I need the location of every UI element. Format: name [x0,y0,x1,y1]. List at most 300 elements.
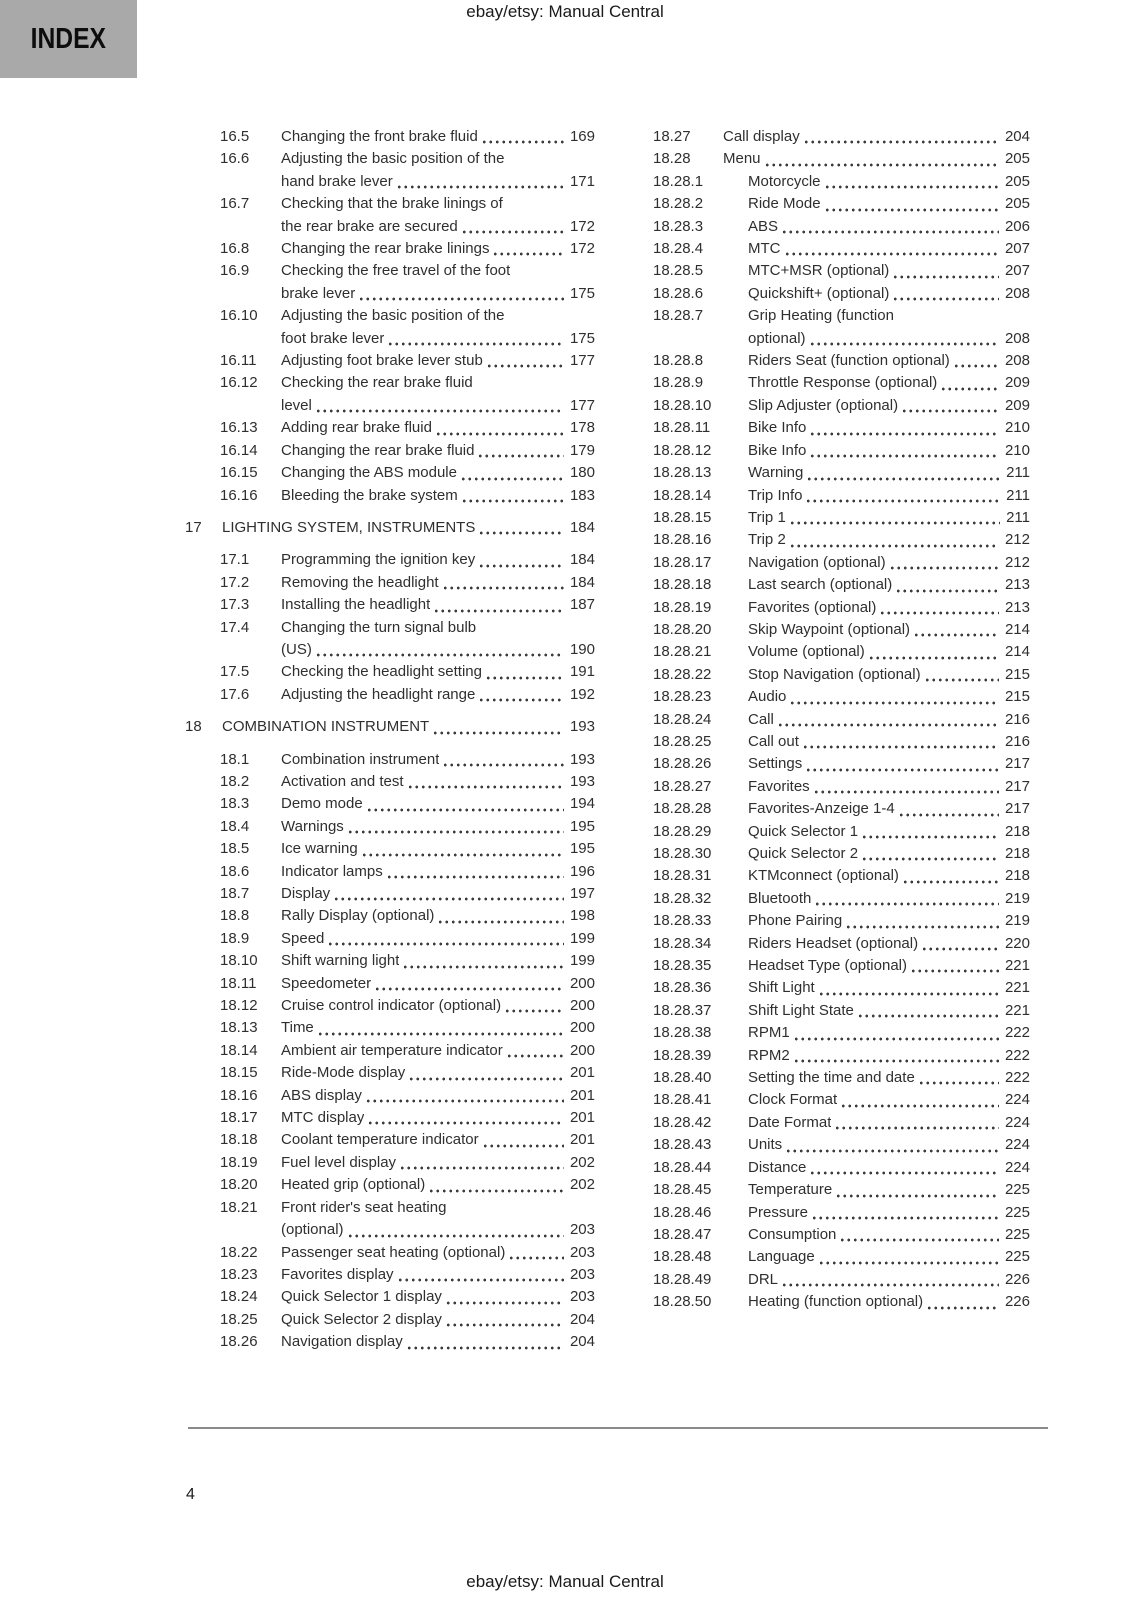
toc-line [185,1197,595,1219]
toc-entry-page: 208 [1004,284,1030,302]
dot-leader [486,364,564,368]
toc-entry-page: 218 [1004,867,1030,885]
dot-leader [432,731,564,735]
toc-entry-page: 177 [569,396,595,414]
dot-leader [793,1037,999,1041]
toc-entry-number: 18.28.42 [653,1113,712,1131]
toc-entry-title: Changing the turn signal bulb [281,618,477,636]
toc-entry-row [653,977,1030,999]
toc-line [185,372,595,394]
toc-entry-number: 18.28.23 [653,688,712,706]
toc-entry-number: 18.28.37 [653,1001,712,1019]
toc-entry-row [185,793,595,815]
toc-entry-title: Ambient air temperature indicator [281,1041,503,1059]
toc-entry-page: 192 [569,685,595,703]
toc-entry-title: Volume (optional) [748,643,865,661]
toc-entry-page: 187 [569,596,595,614]
toc-entry-page: 216 [1004,710,1030,728]
toc-entry-title: Quick Selector 2 [748,845,859,862]
dot-leader [365,1099,564,1103]
toc-entry-title: Heated grip (optional) [281,1176,426,1194]
toc-entry-page: 207 [1004,262,1030,280]
toc-entry-row [185,661,595,683]
index-tab-label: INDEX [30,22,107,55]
toc-line [653,843,1030,865]
toc-entry-number: 17.5 [220,663,250,681]
toc-entry-page: 217 [1004,755,1030,773]
toc-entry-number: 18.11 [220,974,257,992]
toc-entry-row [653,283,1030,305]
toc-entry-title: Warnings [281,817,344,835]
toc-entry-row [653,776,1030,798]
toc-entry-number: 18.23 [220,1265,258,1283]
toc-entry-row [653,305,1030,350]
toc-entry-title: Consumption [748,1225,837,1243]
dot-leader [460,477,564,481]
toc-entry-page: 172 [569,240,595,258]
dot-leader [785,1149,999,1153]
dot-leader [813,790,999,794]
dot-leader [327,942,564,946]
toc-entry-title: MTC [748,240,781,258]
dot-leader [803,140,999,144]
toc-entry-row [185,1197,595,1242]
toc-entry-row [653,641,1030,663]
toc-entry-number: 16.16 [220,486,258,504]
toc-entry-row [653,574,1030,596]
dot-leader [504,1009,564,1013]
toc-entry-title: Shift Light State [748,1001,854,1019]
toc-entry-number: 18.27 [653,128,691,145]
dot-leader [835,1194,999,1198]
toc-entry-number: 18.15 [220,1064,258,1082]
toc-line [185,617,595,639]
toc-entry-row [185,749,595,771]
toc-entry-number: 18.19 [220,1153,258,1171]
page-number: 4 [186,1486,195,1503]
toc-entry-number: 18.25 [220,1310,258,1328]
toc-entry-number: 18.28.34 [653,934,712,952]
dot-leader [940,387,999,391]
toc-entry-number: 18.28.17 [653,553,712,571]
toc-entry-title: Favorites display [281,1265,394,1283]
toc-entry-row [185,950,595,972]
toc-entry-page: 212 [1004,531,1030,549]
toc-line [185,1040,595,1062]
toc-entry-number: 18.28.8 [653,352,704,370]
toc-entry-row [653,1157,1030,1179]
toc-entry-page: 211 [1006,508,1030,526]
toc-entry-page: 225 [1004,1181,1030,1199]
toc-entry-title: Shift warning light [281,952,400,970]
toc-section-row [185,517,595,539]
toc-entry-title: Warning [748,464,804,482]
toc-entry-title: Activation and test [281,772,404,790]
toc-entry-title: Call [748,710,774,728]
dot-leader [461,230,564,234]
toc-line [653,1134,1030,1156]
toc-entry-number: 18.22 [220,1243,258,1261]
dot-leader [834,1126,999,1130]
toc-entry-number: 18.28.14 [653,486,712,504]
toc-entry-row [653,395,1030,417]
toc-entry-title: Setting the time and date [748,1069,915,1087]
toc-entry-row [185,973,595,995]
toc-entry-title: Language [748,1248,815,1266]
dot-leader [477,454,564,458]
dot-leader [921,947,999,951]
toc-entry-title: Adjusting the basic position of the [281,307,505,325]
toc-entry-row [185,549,595,571]
toc-line [185,1062,595,1084]
toc-entry-row [653,417,1030,439]
toc-line [653,776,1030,798]
toc-entry-title: Bike Info [748,441,807,459]
toc-line [185,549,595,571]
toc-entry-page: 217 [1004,777,1030,795]
toc-entry-page: 184 [569,518,595,536]
toc-entry-page: 215 [1004,665,1030,683]
toc-entry-number: 17.3 [220,596,250,614]
toc-entry-page: 195 [569,840,595,858]
toc-entry-title: Favorites (optional) [748,598,877,616]
toc-entry-row [653,664,1030,686]
toc-entry-title: Bleeding the brake system [281,486,458,504]
toc-entry-page: 197 [569,885,595,902]
toc-entry-title: the rear brake are secured [281,217,458,235]
toc-entry-title: level [281,396,312,414]
toc-entry-title: Clock Format [748,1091,838,1109]
toc-entry-number: 17.4 [220,618,250,636]
toc-entry-title: COMBINATION INSTRUMENT [222,718,430,736]
toc-entry-row [185,126,595,148]
toc-entry-page: 209 [1004,396,1030,414]
toc-section-row [185,716,595,738]
toc-line [653,462,1030,484]
toc-entry-page: 201 [569,1131,595,1149]
toc-entry-row [653,507,1030,529]
toc-line [185,305,595,327]
toc-entry-title: Stop Navigation (optional) [748,665,921,683]
dot-leader [408,1077,564,1081]
toc-entry-page: 200 [569,997,595,1015]
toc-entry-title: Grip Heating (function [748,307,894,325]
toc-line [185,395,595,417]
toc-entry-number: 18.28.45 [653,1181,712,1199]
toc-entry-row [653,731,1030,753]
dot-leader [333,897,564,901]
toc-entry-title: Front rider's seat heating [281,1198,447,1216]
toc-entry-title: Shift Light [748,979,815,997]
toc-entry-row [653,1134,1030,1156]
toc-entry-page: 184 [569,551,595,569]
toc-entry-row [653,597,1030,619]
toc-entry-page: 209 [1004,374,1030,392]
dot-leader [784,252,999,256]
dot-leader [809,342,999,346]
toc-entry-number: 18.28.44 [653,1158,712,1176]
toc-entry-title: Skip Waypoint (optional) [748,620,911,638]
toc-entry-number: 18.28.41 [653,1091,712,1109]
toc-entry-page: 175 [569,329,595,347]
toc-entry-row [653,865,1030,887]
toc-line [185,417,595,439]
toc-entry-row [185,372,595,417]
toc-line [653,1022,1030,1044]
toc-entry-number: 16.12 [220,374,258,392]
toc-entry-title: Checking the free travel of the foot [281,262,511,280]
toc-entry-page: 193 [569,750,595,768]
toc-entry-title: Indicator lamps [281,862,383,880]
dot-leader [805,768,999,772]
toc-entry-page: 221 [1004,1001,1030,1019]
dot-leader [809,1171,999,1175]
toc-entry-page: 210 [1004,441,1030,459]
toc-line [653,888,1030,910]
dot-leader [437,920,564,924]
toc-line [185,126,595,148]
toc-entry-number: 18.6 [220,862,250,880]
toc-entry-page: 196 [569,862,595,880]
dot-leader [315,409,564,413]
toc-entry-row [653,148,1030,170]
toc-entry-title: Changing the rear brake linings [281,240,490,258]
toc-entry-title: Throttle Response (optional) [748,374,938,392]
toc-entry-title: Last search (optional) [748,576,893,594]
dot-leader [461,499,564,503]
toc-entry-number: 18.28.30 [653,845,712,862]
toc-entry-page: 211 [1006,486,1030,504]
toc-entry-title: Installing the headlight [281,596,431,614]
dot-leader [399,1166,564,1170]
toc-line [653,216,1030,238]
toc-entry-row [653,552,1030,574]
toc-entry-page: 207 [1004,240,1030,258]
toc-line [653,731,1030,753]
toc-entry-number: 18.28.25 [653,732,712,750]
toc-entry-number: 18.28.11 [653,419,711,437]
dot-leader [824,185,999,189]
toc-entry-page: 200 [569,1019,595,1037]
toc-entry-row [185,572,595,594]
toc-line [653,1269,1030,1291]
toc-line [185,861,595,883]
toc-entry-number: 18.14 [220,1041,258,1059]
toc-entry-page: 202 [569,1153,595,1171]
toc-line [653,1157,1030,1179]
toc-entry-row [653,216,1030,238]
toc-entry-number: 16.15 [220,464,258,482]
toc-line [653,395,1030,417]
toc-entry-number: 18.28.22 [653,665,712,683]
toc-line [653,1179,1030,1201]
toc-entry-title: Motorcycle [748,172,821,190]
toc-entry-page: 200 [569,974,595,992]
toc-entry-row [653,126,1030,148]
toc-line [185,1242,595,1264]
toc-entry-row [653,485,1030,507]
toc-line [185,350,595,372]
toc-line [185,905,595,927]
toc-entry-number: 18.28.4 [653,240,704,258]
dot-leader [902,880,999,884]
toc-entry-number: 18.16 [220,1086,258,1104]
dot-leader [478,531,564,535]
toc-entry-title: Headset Type (optional) [748,957,907,975]
toc-line [185,148,595,170]
toc-entry-title: Riders Seat (function optional) [748,352,950,370]
toc-entry-page: 201 [569,1086,595,1104]
toc-entry-title: KTMconnect (optional) [748,867,899,885]
toc-entry-title: LIGHTING SYSTEM, INSTRUMENTS [222,518,476,536]
toc-entry-row [653,1089,1030,1111]
toc-line [185,1219,595,1241]
dot-leader [857,1014,999,1018]
toc-entry-title: DRL [748,1270,779,1288]
toc-entry-page: 194 [569,795,595,813]
toc-entry-title: Quick Selector 1 [748,822,859,840]
toc-entry-row [185,1242,595,1264]
toc-entry-number: 16.8 [220,240,250,258]
toc-entry-number: 17.2 [220,573,250,591]
toc-line [653,910,1030,932]
dot-leader [953,364,999,368]
toc-line [185,193,595,215]
toc-line [653,686,1030,708]
toc-line [185,260,595,282]
toc-entry-title: foot brake lever [281,329,385,347]
toc-entry-page: 190 [569,640,595,658]
toc-entry-title: Bluetooth [748,889,812,907]
toc-entry-number: 18.28.6 [653,284,704,302]
toc-entry-number: 18.28.10 [653,396,712,414]
toc-entry-number: 18.21 [220,1198,258,1216]
dot-leader [802,745,999,749]
toc-line [185,283,595,305]
toc-entry-title: Menu [723,150,761,168]
dot-leader [764,163,999,167]
toc-entry-number: 18.28.33 [653,912,712,930]
toc-entry-row [653,1045,1030,1067]
toc-entry-title: Navigation display [281,1333,403,1351]
toc-entry-row [653,933,1030,955]
toc-entry-page: 215 [1004,688,1030,706]
toc-column-right [653,126,1030,1314]
toc-entry-number: 18.28.32 [653,889,712,907]
toc-entry-page: 205 [1004,195,1030,213]
toc-entry-row [653,1112,1030,1134]
toc-entry-row [185,238,595,260]
toc-entry-number: 18.28.2 [653,195,704,213]
toc-line [653,619,1030,641]
dot-leader [879,611,999,615]
toc-line [185,1017,595,1039]
toc-line [185,793,595,815]
toc-line [653,709,1030,731]
toc-entry-page: 211 [1006,464,1030,482]
toc-entry-title: Call out [748,732,799,750]
toc-entry-number: 18 [185,718,202,736]
dot-leader [435,432,564,436]
dot-leader [814,902,999,906]
toc-entry-page: 204 [569,1310,595,1328]
toc-entry-title: Pressure [748,1203,809,1221]
dot-leader [889,566,999,570]
toc-entry-number: 18.28.5 [653,262,704,280]
toc-line [653,641,1030,663]
toc-entry-row [185,995,595,1017]
toc-entry-title: (US) [281,640,312,658]
toc-entry-page: 217 [1004,800,1030,818]
toc-entry-title: Checking the headlight setting [281,663,482,681]
toc-entry-title: Phone Pairing [748,912,843,930]
toc-entry-row [185,260,595,305]
toc-entry-page: 191 [569,663,595,681]
toc-entry-row [653,1000,1030,1022]
toc-line [185,950,595,972]
toc-entry-number: 17.1 [220,551,250,569]
toc-entry-number: 18.28.31 [653,867,712,885]
toc-entry-number: 18.28.50 [653,1293,712,1311]
toc-entry-number: 16.13 [220,419,258,437]
toc-entry-row [653,1179,1030,1201]
dot-leader [895,589,999,593]
toc-entry-number: 18.28.40 [653,1069,712,1087]
toc-entry-row [653,1022,1030,1044]
toc-entry-title: ABS [748,217,779,235]
toc-entry-title: (optional) [281,1221,344,1239]
toc-entry-title: Slip Adjuster (optional) [748,396,899,414]
toc-entry-page: 225 [1004,1225,1030,1243]
toc-entry-number: 18.28.27 [653,777,712,795]
dot-leader [442,763,564,767]
toc-line [653,260,1030,282]
dot-leader [926,1306,999,1310]
toc-entry-number: 18.28.49 [653,1270,712,1288]
index-tab [0,0,137,78]
dot-leader [397,1278,564,1282]
dot-leader [358,297,564,301]
dot-leader [482,1144,564,1148]
toc-entry-title: RPM1 [748,1024,790,1042]
toc-entry-number: 18.24 [220,1288,258,1306]
toc-entry-page: 222 [1004,1069,1030,1087]
toc-entry-row [653,910,1030,932]
toc-entry-row [185,440,595,462]
toc-entry-row [185,462,595,484]
dot-leader [809,432,999,436]
toc-entry-row [653,350,1030,372]
dot-leader [445,1323,564,1327]
toc-entry-title: Quick Selector 2 display [281,1310,442,1328]
toc-entry-title: Date Format [748,1113,832,1131]
toc-entry-title: Coolant temperature indicator [281,1131,479,1149]
toc-line [653,171,1030,193]
toc-entry-page: 205 [1004,150,1030,168]
toc-line [653,977,1030,999]
toc-entry-number: 17 [185,518,202,536]
toc-entry-page: 206 [1004,217,1030,235]
toc-entry-number: 18.7 [220,885,250,902]
toc-line [185,661,595,683]
toc-entry-title: hand brake lever [281,172,393,190]
toc-entry-page: 214 [1004,620,1030,638]
toc-entry-title: RPM2 [748,1046,790,1064]
toc-entry-title: MTC+MSR (optional) [748,262,890,280]
toc-entry-title: Rally Display (optional) [281,907,435,925]
toc-entry-title: Quickshift+ (optional) [748,284,890,302]
toc-entry-number: 18.28.21 [653,643,712,661]
